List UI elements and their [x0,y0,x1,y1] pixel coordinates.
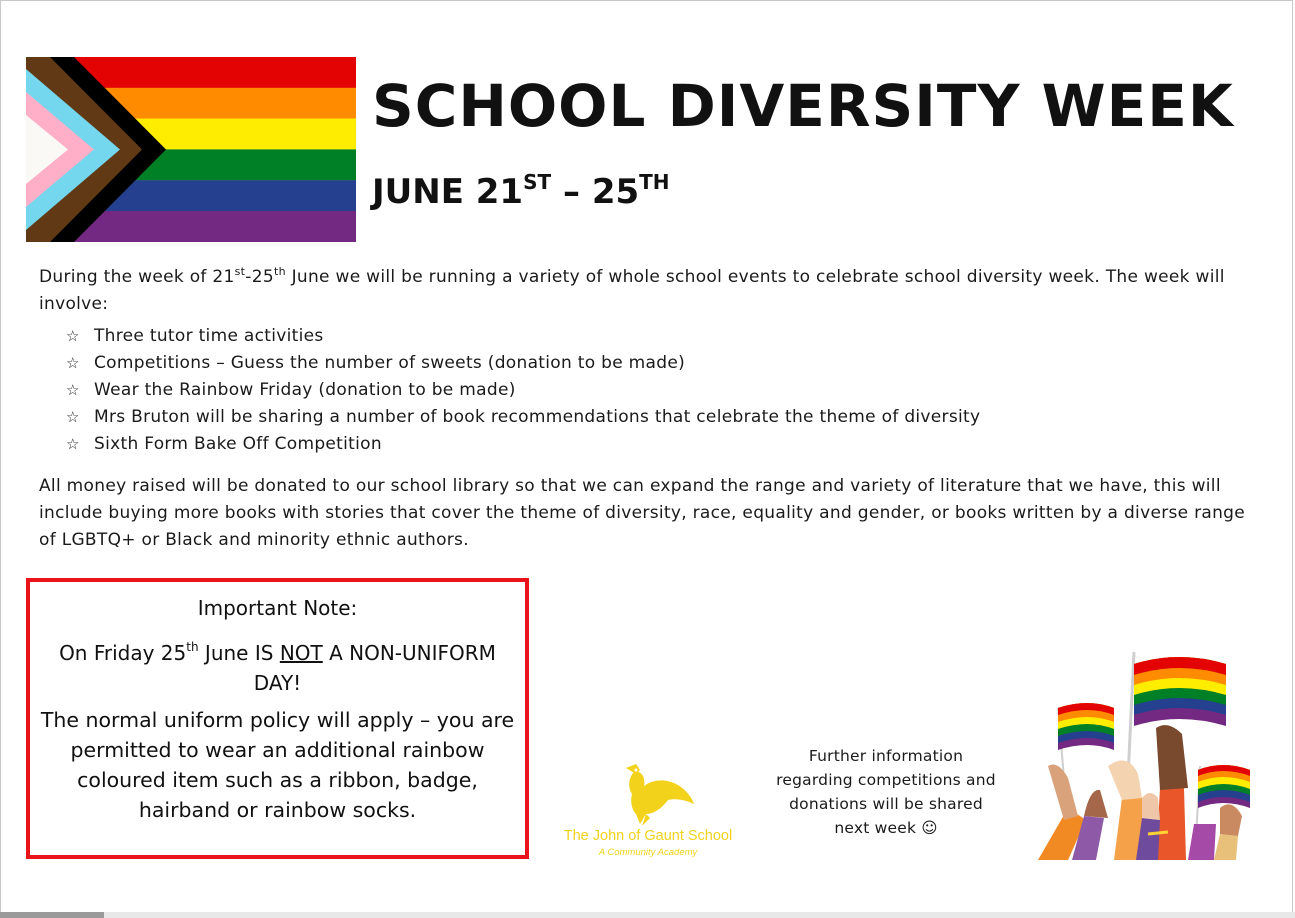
star-icon: ☆ [66,408,80,426]
further-info: Further information regarding competitions and donations will be shared next week ☺ [776,747,996,837]
page-title: SCHOOL DIVERSITY WEEK [372,72,1234,140]
scrollbar[interactable] [0,912,1295,918]
date-start: JUNE 21 [372,172,524,212]
date-end: 25 [591,172,640,212]
list-item [66,350,980,377]
activities-list [66,323,980,458]
progress-pride-flag-icon [26,57,356,242]
note-friday [50,632,505,698]
intro-paragraph [39,258,1254,318]
list-item-text: Competitions – Guess the number of sweets (donation to be made) [94,353,686,373]
school-logo [548,760,748,860]
intro-sup: th [273,265,286,278]
list-item-text: Sixth Form Bake Off Competition [94,434,382,454]
star-icon: ☆ [66,327,80,345]
event-dates [372,170,670,212]
intro-text: During the week of 21 [39,267,235,287]
date-start-suffix: ST [523,170,552,194]
star-icon: ☆ [66,381,80,399]
note-sup: th [186,640,199,654]
list-item [66,323,980,350]
important-note-box [26,578,529,859]
list-item-text: Wear the Rainbow Friday (donation to be made) [94,380,516,400]
note-title: Important Note: [197,596,358,620]
donation-paragraph: All money raised will be donated to our school library so that we can expand the range and variety of literature that we have, this will include buying more books with stories that cover the theme of diversity, race, equality and gender, or books written by a diverse range of LGBTQ+ or Black and minority ethnic authors. [39,476,1246,550]
list-item-text: Three tutor time activities [94,326,324,346]
note-text: June IS [198,641,280,665]
note-emphasis: NOT [279,641,323,665]
school-subtitle: A Community Academy [598,847,698,858]
star-icon: ☆ [66,354,80,372]
note-text: A NON-UNIFORM DAY! [253,641,496,695]
star-icon: ☆ [66,435,80,453]
eagle-logo-icon [606,762,696,830]
list-item [66,377,980,404]
raised-hands-with-rainbow-flags-icon [1038,648,1253,860]
school-name: The John of Gaunt School [563,828,733,844]
date-end-suffix: TH [639,170,670,194]
note-policy: The normal uniform policy will apply – you are permitted to wear an additional rainbow coloured item such as a ribbon, badge, hairband or rainbow socks. [40,708,515,822]
intro-text: -25 [245,267,274,287]
list-item-text: Mrs Bruton will be sharing a number of book recommendations that celebrate the theme of diversity [94,407,981,427]
note-text: On Friday 25 [59,641,187,665]
intro-text: June we will be running a variety of whole school events to celebrate school diversity week. The week will involve: [39,267,1225,314]
list-item [66,404,980,431]
intro-sup: st [234,265,246,278]
list-item [66,431,980,458]
date-separator: – [551,172,592,212]
